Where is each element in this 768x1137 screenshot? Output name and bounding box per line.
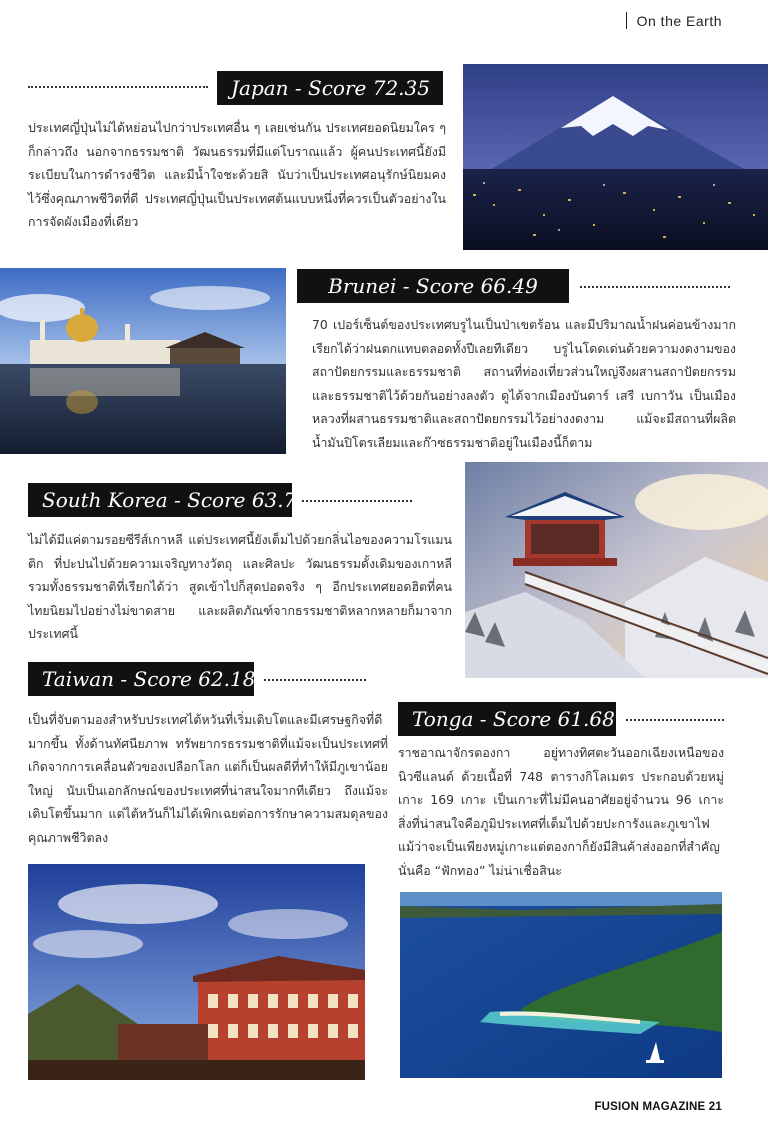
section-title: On the Earth [636, 12, 722, 29]
tonga-body: ราชอาณาจักรตองกา อยู่ทางทิศตะวันออกเฉียงเหนือของนิวซีแลนด์ ด้วยเนื้อที่ 748 ตารางกิโลเมตร ประกอบด้วยหมู่เกาะ 169 เกาะ เป็นเกาะที่ไม่มีคนอาศัยอยู่จำนวน 96 เกาะ สิ่งที่น่าสนใจคือภูมิประเทศที่เต็มไปด้วยปะการังและภูเขาไฟ แม้ว่าจะเป็นเพียงหมู่เกาะแต่ตองกาก็ยังมีสินค้าส่งออกที่สำคัญ นั่นคือ “ฟักทอง” ไม่น่าเชื่อสินะ [398, 745, 724, 878]
south-korea-dotted-rule [302, 500, 412, 502]
tonga-photo-islands [400, 892, 722, 1078]
south-korea-photo-pavilion [465, 462, 768, 678]
japan-photo-mount-fuji [463, 64, 768, 250]
taiwan-heading: Taiwan - Score 62.18 [28, 662, 254, 696]
taiwan-dotted-rule [264, 679, 366, 681]
brunei-dotted-rule [580, 286, 730, 288]
japan-body: ประเทศญี่ปุ่นไม่ได้หย่อนไปกว่าประเทศอื่น ๆ เลยเช่นกัน ประเทศยอดนิยมใคร ๆ ก็กล่าวถึง นอกจากธรรมชาติ วัฒนธรรมที่มีแต่โบราณแล้ว ผู้คนประเทศนี้ยังมีระเบียบในการดำรงชีวิต และมีน้ำใจชะด้วยสิ นับว่าเป็นประเทศอนุรักษ์นิยมคงไว้ซึ่งคุณภาพชีวิตที่ดี ประเทศญี่ปุ่นเป็นประเทศต้นแบบหนึ่งที่ควรเป็นตัวอย่างในการจัดผังเมืองที่เดียว [28, 120, 446, 230]
brunei-heading: Brunei - Score 66.49 [297, 269, 569, 303]
taiwan-body: เป็นที่จับตามองสำหรับประเทศไต้หวันที่เริ่มเติบโตและมีเศรษฐกิจที่ดีมากขึ้น ทั้งด้านทัศนียภาพ ทรัพยากรธรรมชาติที่แม้จะเป็นประเทศที่เกิดจากการเคลื่อนตัวของเปลือกโลก แต่ก็เป็นผลดีที่ทำให้มีภูเขาน้อยใหญ่ นับเป็นเอกลักษณ์ของประเทศที่น่าสนใจมากทีเดียว ถึงแม้จะเติบโตขึ้นมาก แต่ไต้หวันก็ไม่ได้เพิกเฉยต่อการรักษาความสมดุลของคุณภาพชีวิตลง [28, 712, 388, 845]
section-tag [626, 12, 722, 29]
japan-dotted-rule [28, 86, 208, 88]
brunei-body: 70 เปอร์เซ็นต์ของประเทศบรูไนเป็นป่าเขตร้อน และมีปริมาณน้ำฝนค่อนข้างมาก เรียกได้ว่าฝนตกแทบตลอดทั้งปีเลยทีเดียว บรูไนโดดเด่นด้วยความงดงามของสถาปัตยกรรมและธรรมชาติ สถานที่ท่องเที่ยวส่วนใหญ่จึงผสานสถาปัตยกรรมและธรรมชาติไว้ด้วยกันอย่างลงตัว ดูได้จากเมืองบันดาร์ เสรี เบกาวัน เป็นเมืองหลวงที่ผสานธรรมชาติและสถาปัตยกรรมไว้อย่างงดงาม แม้จะมีสถานที่ผลิตน้ำมันปิโตรเลียมและก๊าซธรรมชาติอยู่ในเมืองนี้ก็ตาม [312, 317, 736, 450]
south-korea-body: ไม่ได้มีแค่ตามรอยซีรีส์เกาหลี แต่ประเทศนี้ยังเต็มไปด้วยกลิ่นไอของความโรแมนติก ที่ปะปนไปด้วยความเจริญทางวัตถุ และศิลปะ วัฒนธรรมดั้งเดิมของเกาหลี รวมทั้งธรรมชาติที่เรียกได้ว่า สูดเข้าไปก็สุดปอดจริง ๆ อีกประเทศยอดฮิตที่คนไทยนิยมไปอย่างไม่ขาดสาย และผลิตภัณฑ์จากธรรมชาติหลากหลายก็มาจากประเทศนี้ [28, 532, 452, 642]
brunei-photo-mosque [0, 268, 286, 454]
tonga-dotted-rule [626, 719, 724, 721]
south-korea-heading: South Korea - Score 63.79 [28, 483, 292, 517]
tonga-heading: Tonga - Score 61.68 [398, 702, 616, 736]
japan-heading: Japan - Score 72.35 [217, 71, 443, 105]
header-divider [626, 12, 627, 29]
magazine-page-footer: FUSION MAGAZINE 21 [594, 1101, 722, 1113]
taiwan-photo-town [28, 864, 365, 1080]
